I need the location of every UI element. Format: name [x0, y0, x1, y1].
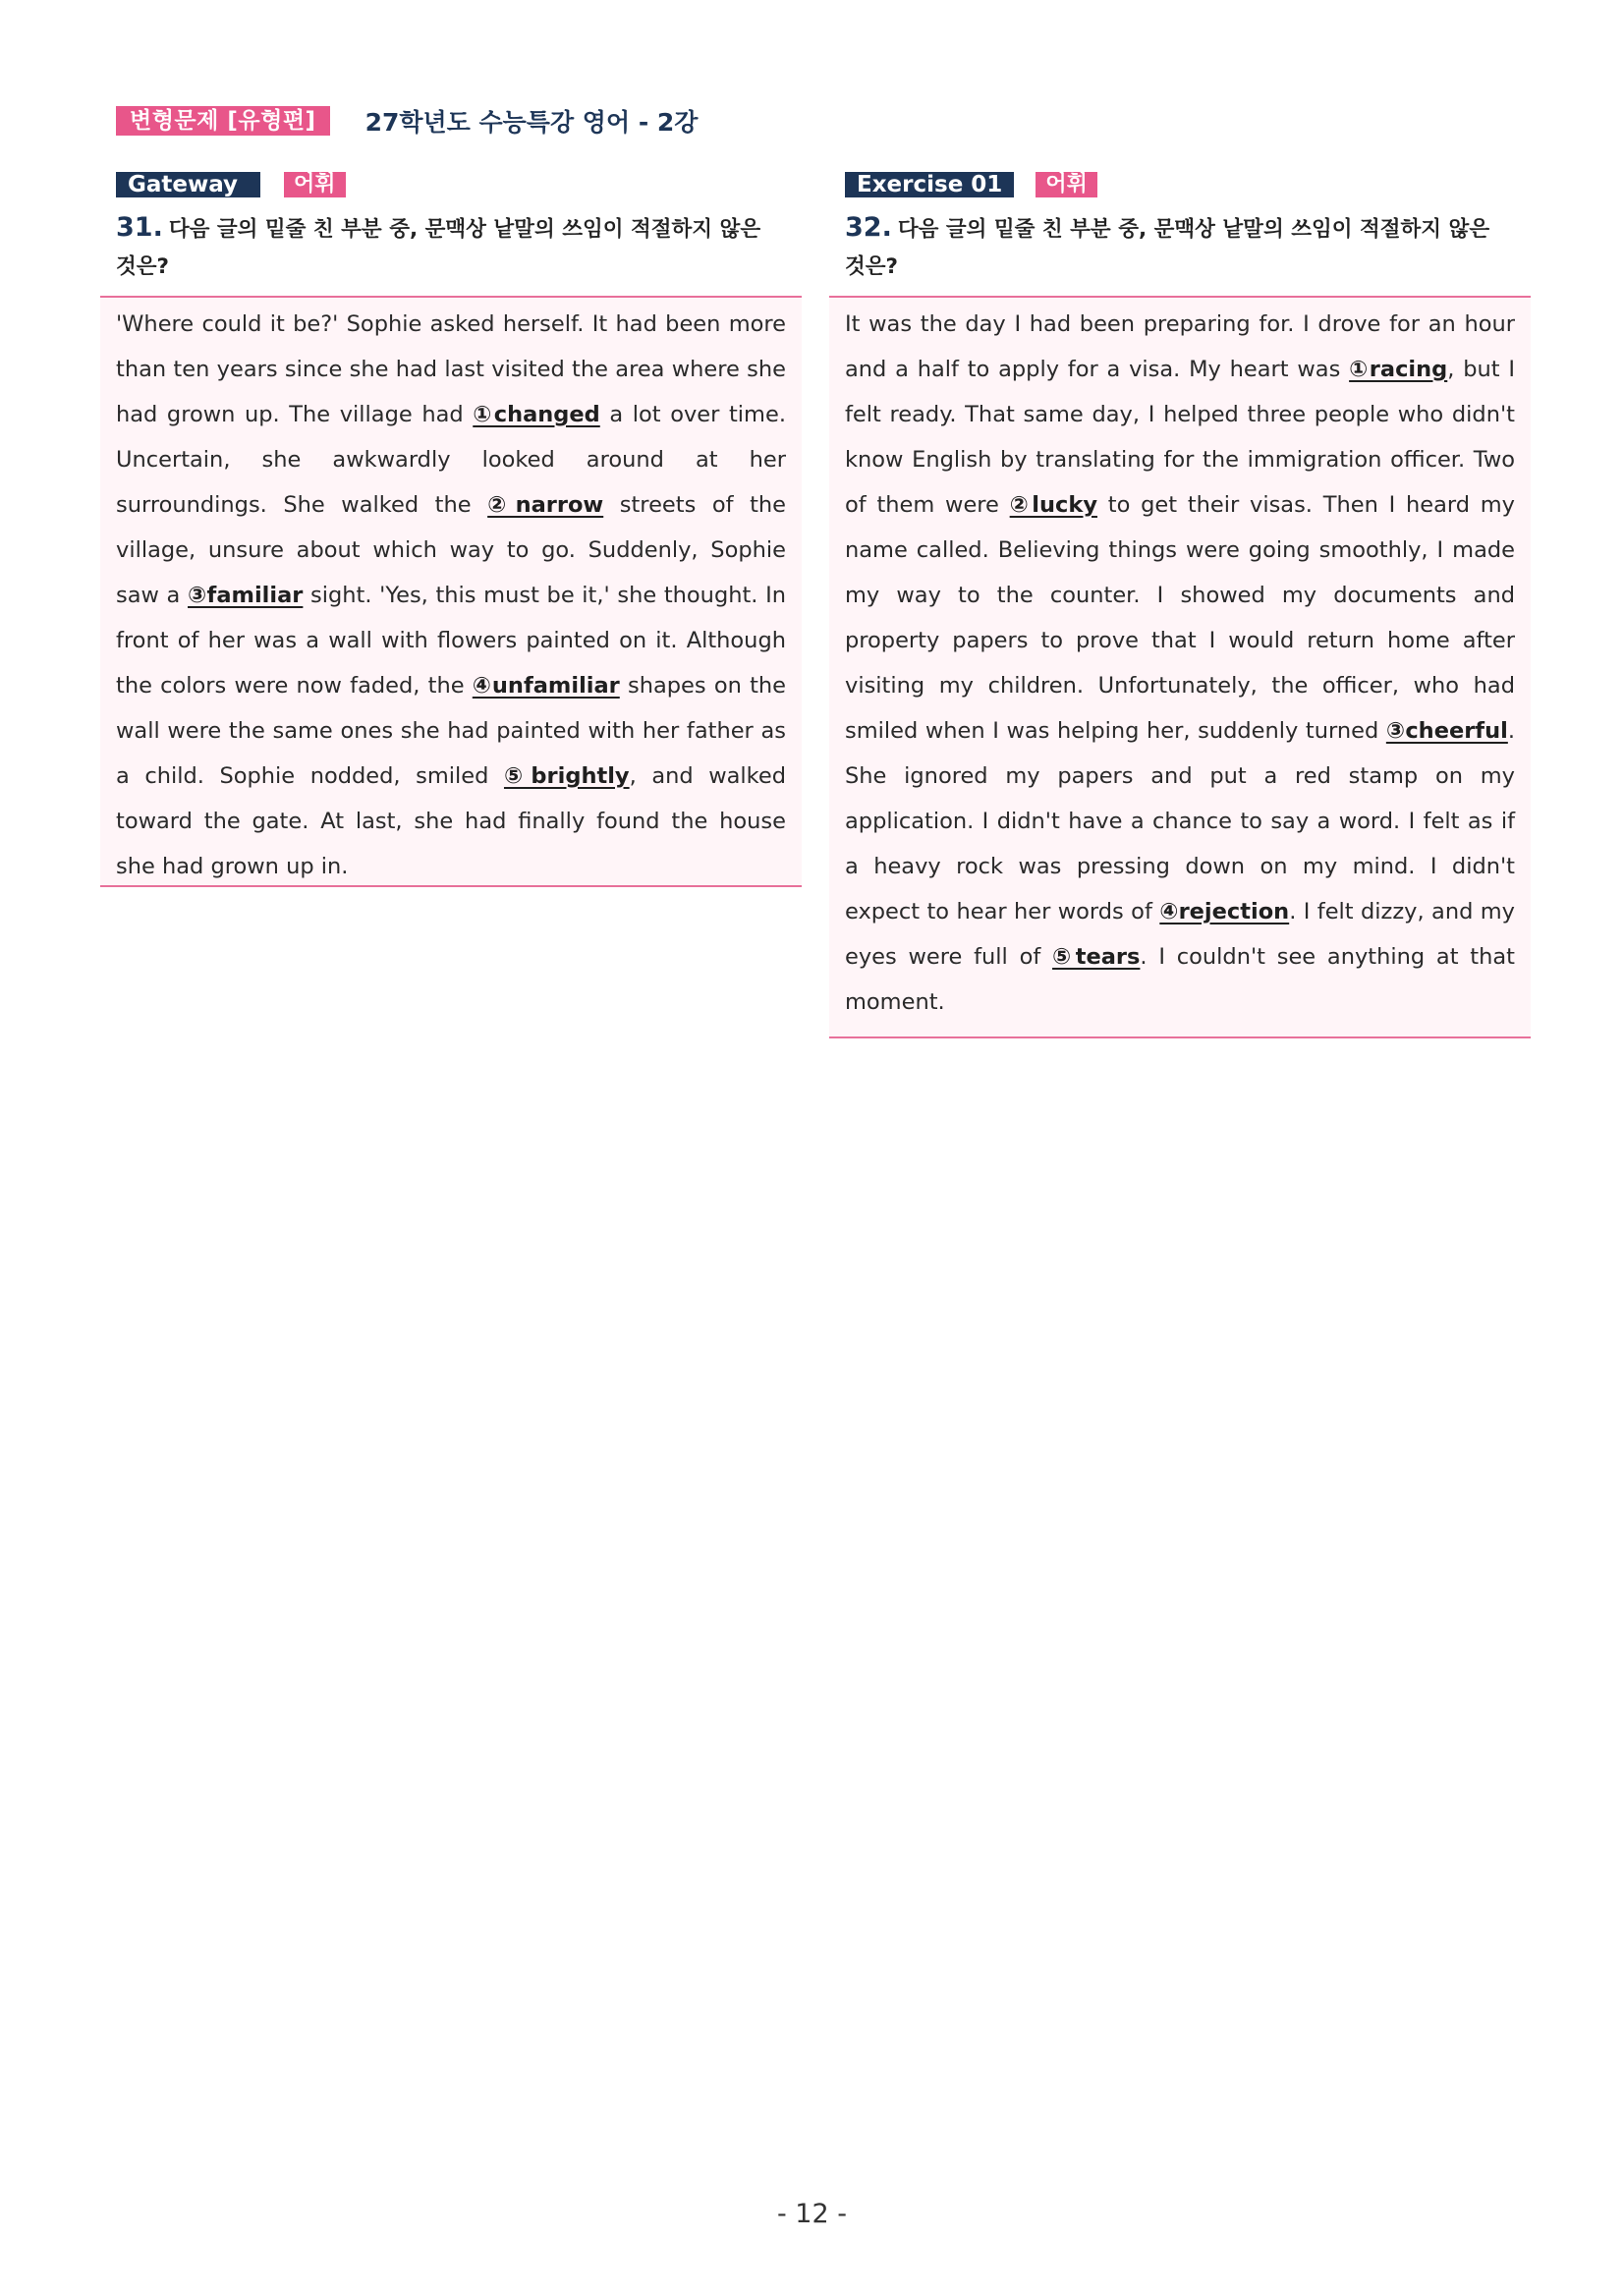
- passage-segment: to get their visas. Then I heard my name called. Believing things were going smoothly, I made my way to the counter. I showed my documents and property papers to prove that I would return home after visiting my children. Unfortunately, the officer, who had smiled when I was helping her, suddenly turned: [845, 492, 1515, 744]
- passage-text: [116, 302, 786, 889]
- question-text: 다음 글의 밑줄 친 부분 중, 문맥상 낱말의 쓰임이 적절하지 않은 것은?: [116, 217, 761, 279]
- category-tag: 어휘: [284, 172, 346, 197]
- document-title: 27학년도 수능특강 영어 - 2강: [364, 108, 699, 137]
- section-badge: 변형문제 [유형편]: [116, 106, 330, 136]
- passage-segment: shapes on the wall were the same ones she had painted with her father as a child. Sophie nodded, smiled: [116, 673, 786, 789]
- underlined-choice-5: ⑤tears: [1052, 944, 1141, 970]
- passage-segment: , and walked toward the gate. At last, she had finally found the house she had grown up in.: [116, 763, 786, 879]
- question-text: 다음 글의 밑줄 친 부분 중, 문맥상 낱말의 쓰임이 적절하지 않은 것은?: [845, 217, 1490, 279]
- passage-segment: . She ignored my papers and put a red stamp on my application. I didn't have a chance to say a word. I felt as if a heavy rock was pressing down on my mind. I didn't expect to hear her words of: [845, 718, 1515, 924]
- underlined-choice-2: ②lucky: [1009, 492, 1098, 518]
- underlined-choice-4: ④unfamiliar: [472, 673, 620, 699]
- underlined-choice-3: ③cheerful: [1385, 718, 1508, 744]
- underlined-choice-1: ①changed: [473, 402, 600, 427]
- question-prompt: [100, 209, 802, 284]
- question-tags: [100, 172, 802, 197]
- underlined-choice-1: ①racing: [1349, 357, 1448, 382]
- source-tag: Gateway: [116, 172, 260, 197]
- question-number: 32.: [845, 212, 892, 243]
- passage-segment: It was the day I had been preparing for. I drove for an hour and a half to apply for a visa. My heart was: [845, 311, 1515, 382]
- question-31-column: [100, 172, 802, 887]
- passage-segment: . I felt dizzy, and my eyes were full of: [845, 899, 1515, 970]
- passage-text: [845, 302, 1515, 1025]
- passage-segment: , but I felt ready. That same day, I helped three people who didn't know English by translating for the immigration officer. Two of them were: [845, 357, 1515, 518]
- question-number: 31.: [116, 212, 163, 243]
- passage-box: [829, 296, 1531, 1038]
- passage-box: [100, 296, 802, 887]
- page-header: [116, 104, 698, 138]
- underlined-choice-4: ④rejection: [1159, 899, 1290, 924]
- category-tag: 어휘: [1036, 172, 1097, 197]
- passage-segment: . I couldn't see anything at that moment.: [845, 944, 1516, 1015]
- passage-segment: a lot over time. Uncertain, she awkwardly looked around at her surroundings. She walked the: [116, 402, 786, 518]
- question-32-column: [829, 172, 1531, 1038]
- passage-segment: 'Where could it be?' Sophie asked herself. It had been more than ten years since she had last visited the area where she had grown up. The village had: [116, 311, 786, 427]
- underlined-choice-2: ②narrow: [487, 492, 604, 518]
- question-prompt: [829, 209, 1531, 284]
- page-number: - 12 -: [776, 2199, 847, 2229]
- underlined-choice-3: ③familiar: [188, 583, 304, 608]
- underlined-choice-5: ⑤brightly: [503, 763, 630, 789]
- passage-segment: sight. 'Yes, this must be it,' she thought. In front of her was a wall with flowers painted on it. Although the colors were now faded, the: [116, 583, 786, 699]
- question-tags: [829, 172, 1531, 197]
- source-tag: Exercise 01: [845, 172, 1014, 197]
- passage-segment: streets of the village, unsure about which way to go. Suddenly, Sophie saw a: [116, 492, 786, 608]
